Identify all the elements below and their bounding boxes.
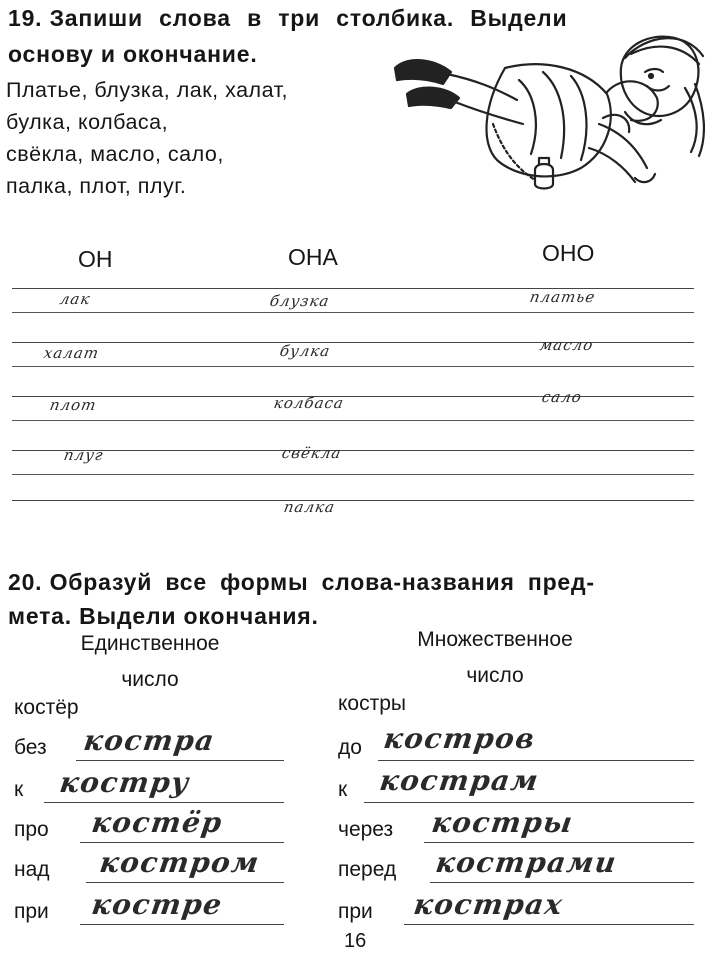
singular-caption-line1: Единственное (80, 632, 220, 655)
task-19-title-line1: Запиши слова в три столбика. Выдели (49, 5, 568, 31)
column-ona-entry: булка (278, 342, 332, 360)
ruled-line (80, 924, 284, 925)
ruled-line (44, 802, 284, 803)
singular-answer: костру (57, 766, 192, 799)
singular-caption (40, 626, 260, 698)
task-20-number: 20. (8, 569, 43, 595)
plural-prep: до (338, 736, 362, 759)
task-20-title (8, 566, 708, 598)
word-list-line: Платье, блузка, лак, халат, (6, 78, 289, 102)
column-on-entry: плот (48, 396, 99, 414)
word-list-line: свёкла, масло, сало, (6, 142, 224, 166)
plural-prep: через (338, 818, 394, 841)
singular-answer: костром (97, 846, 263, 879)
plural-answer: костров (381, 722, 538, 755)
task-20-title-line2: мета. Выдели окончания. (8, 603, 319, 629)
column-on-entry: плуг (62, 446, 106, 464)
plural-caption (370, 622, 620, 694)
ruled-line (424, 842, 694, 843)
ruled-line (12, 312, 694, 313)
column-ono-entry: платье (528, 288, 598, 306)
ruled-line (430, 882, 694, 883)
plural-prep: при (338, 900, 373, 923)
task-20-title-line1: Образуй все формы слова-названия пред- (49, 569, 595, 595)
column-ona-entry: колбаса (272, 394, 346, 412)
ruled-line (364, 802, 694, 803)
column-header-ono: ОНО (542, 240, 595, 266)
plural-caption-line2: число (466, 664, 524, 687)
word-list-line: булка, колбаса, (6, 110, 169, 134)
singular-base-form: костёр (14, 696, 79, 719)
task-19-number: 19. (8, 5, 43, 31)
column-ono-entry: масло (538, 336, 595, 354)
singular-prep: без (14, 736, 47, 759)
singular-answer: костёр (89, 806, 226, 839)
plural-answer: костры (429, 806, 576, 839)
ruled-line (12, 474, 694, 475)
singular-prep: к (14, 778, 24, 801)
ruled-line (86, 882, 284, 883)
ruled-line (12, 500, 694, 501)
column-ona-entry: блузка (268, 292, 332, 310)
plural-answer: кострами (433, 846, 620, 879)
ruled-line (12, 366, 694, 367)
singular-prep: над (14, 858, 50, 881)
ruled-line (378, 760, 694, 761)
task-19-word-list (6, 74, 406, 202)
singular-caption-line2: число (121, 668, 179, 691)
singular-prep: при (14, 900, 49, 923)
plural-prep: перед (338, 858, 397, 881)
column-ona-entry: свёкла (280, 444, 344, 462)
word-list-line: палка, плот, плуг. (6, 174, 187, 198)
ruled-line (80, 842, 284, 843)
ruled-line (12, 420, 694, 421)
ruled-line (12, 450, 694, 451)
ruled-line (76, 760, 284, 761)
ruled-line (12, 396, 694, 397)
ruled-line (404, 924, 694, 925)
plural-answer: кострах (411, 888, 566, 921)
girl-illustration (385, 28, 705, 203)
task-19-title-line2: основу и окончание. (8, 41, 258, 67)
singular-answer: костре (89, 888, 226, 921)
column-ona-entry: палка (282, 498, 337, 516)
plural-caption-line1: Множественное (417, 628, 573, 651)
plural-prep: к (338, 778, 348, 801)
column-on-entry: лак (58, 290, 93, 308)
singular-answer: костра (81, 724, 218, 757)
column-ono-entry: сало (540, 388, 584, 406)
column-on-entry: халат (42, 344, 101, 362)
page-number: 16 (344, 930, 367, 952)
plural-answer: кострам (377, 764, 542, 797)
singular-prep: про (14, 818, 49, 841)
column-header-ona: ОНА (288, 244, 338, 270)
column-header-on: ОН (78, 246, 113, 272)
plural-base-form: костры (338, 692, 406, 715)
